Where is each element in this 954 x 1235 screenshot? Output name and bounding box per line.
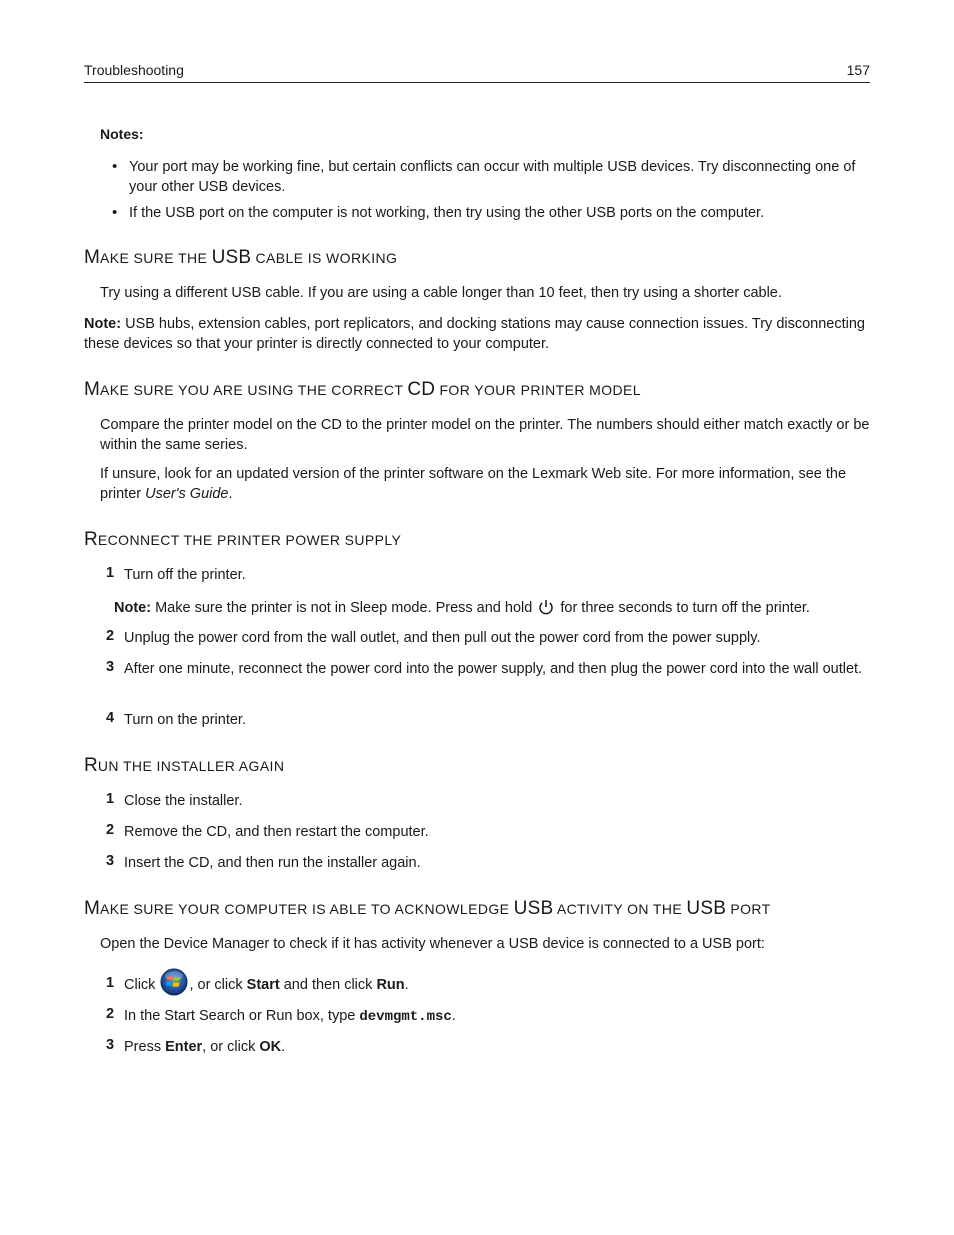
power-step-3: After one minute, reconnect the power cord into the power supply, and then plug the power cord into the wall outlet.: [124, 661, 863, 677]
installer-step-3: Insert the CD, and then run the installer again.: [124, 855, 421, 871]
heading-usb-cable: MAKE SURE THE USB CABLE IS WORKING: [84, 247, 398, 268]
notes-label: Notes:: [100, 126, 144, 142]
command-text: devmgmt.msc: [359, 1009, 452, 1025]
step-number: 3: [106, 853, 115, 869]
heading-correct-cd: MAKE SURE YOU ARE USING THE CORRECT CD FOR YOUR PRINTER MODEL: [84, 379, 641, 400]
power-step-2: Unplug the power cord from the wall outlet, and then pull out the power cord from the power supply.: [124, 630, 761, 646]
power-icon: [538, 599, 554, 615]
usb-cable-note: [84, 314, 870, 354]
page-number: 157: [846, 62, 870, 78]
acknowledge-step-1: Click , or click Start and then click Run.: [124, 968, 870, 1001]
users-guide-title: User's Guide: [145, 486, 229, 502]
heading-reconnect-power: RECONNECT THE PRINTER POWER SUPPLY: [84, 529, 402, 550]
usb-cable-body: Try using a different USB cable. If you are using a cable longer than 10 feet, then try using a shorter cable.: [100, 285, 782, 301]
page-header: [84, 60, 870, 83]
installer-step-1: Close the installer.: [124, 793, 243, 809]
cd-paragraph-2: If unsure, look for an updated version of the printer software on the Lexmark Web site. For more information, see the printer User's Guide.: [100, 466, 847, 502]
power-step-4: Turn on the printer.: [124, 712, 246, 728]
step-number: 1: [106, 975, 115, 991]
step-number: 1: [106, 791, 115, 807]
step-number: 3: [106, 659, 115, 675]
acknowledge-intro: Open the Device Manager to check if it has activity whenever a USB device is connected to a USB port:: [100, 936, 765, 952]
power-step-1: Turn off the printer.: [124, 567, 246, 583]
step-number: 4: [106, 710, 115, 726]
power-note: Note: Make sure the printer is not in Sleep mode. Press and hold for three seconds to turn off the printer.: [114, 600, 810, 616]
step-number: 3: [106, 1037, 115, 1053]
heading-acknowledge-usb: MAKE SURE YOUR COMPUTER IS ABLE TO ACKNOWLEDGE USB ACTIVITY ON THE USB PORT: [84, 898, 771, 919]
acknowledge-step-2: In the Start Search or Run box, type devmgmt.msc.: [124, 1008, 456, 1025]
note-label: Note:: [114, 600, 152, 616]
step-number: 2: [106, 1006, 115, 1022]
windows-start-icon: [160, 968, 188, 996]
step-number: 1: [106, 565, 115, 581]
header-section-title: Troubleshooting: [84, 62, 184, 78]
note-label: Note:: [84, 316, 122, 332]
heading-run-installer: RUN THE INSTALLER AGAIN: [84, 755, 285, 776]
step-number: 2: [106, 628, 115, 644]
step-number: 2: [106, 822, 115, 838]
note-bullet-2: • If the USB port on the computer is not working, then try using the other USB ports on the computer.: [129, 203, 870, 223]
installer-step-2: Remove the CD, and then restart the computer.: [124, 824, 429, 840]
acknowledge-step-3: Press Enter, or click OK.: [124, 1039, 286, 1055]
note-bullet-1: • Your port may be working fine, but certain conflicts can occur with multiple USB devices. Try disconnecting one of your other USB devices.: [129, 157, 870, 197]
note-text: USB hubs, extension cables, port replicators, and docking stations may cause connection issues. Try disconnecting these devices so that your printer is directly connected to your computer.: [84, 316, 865, 352]
cd-paragraph-1: Compare the printer model on the CD to the printer model on the printer. The numbers should either match exactly or be within the same series.: [100, 417, 870, 453]
